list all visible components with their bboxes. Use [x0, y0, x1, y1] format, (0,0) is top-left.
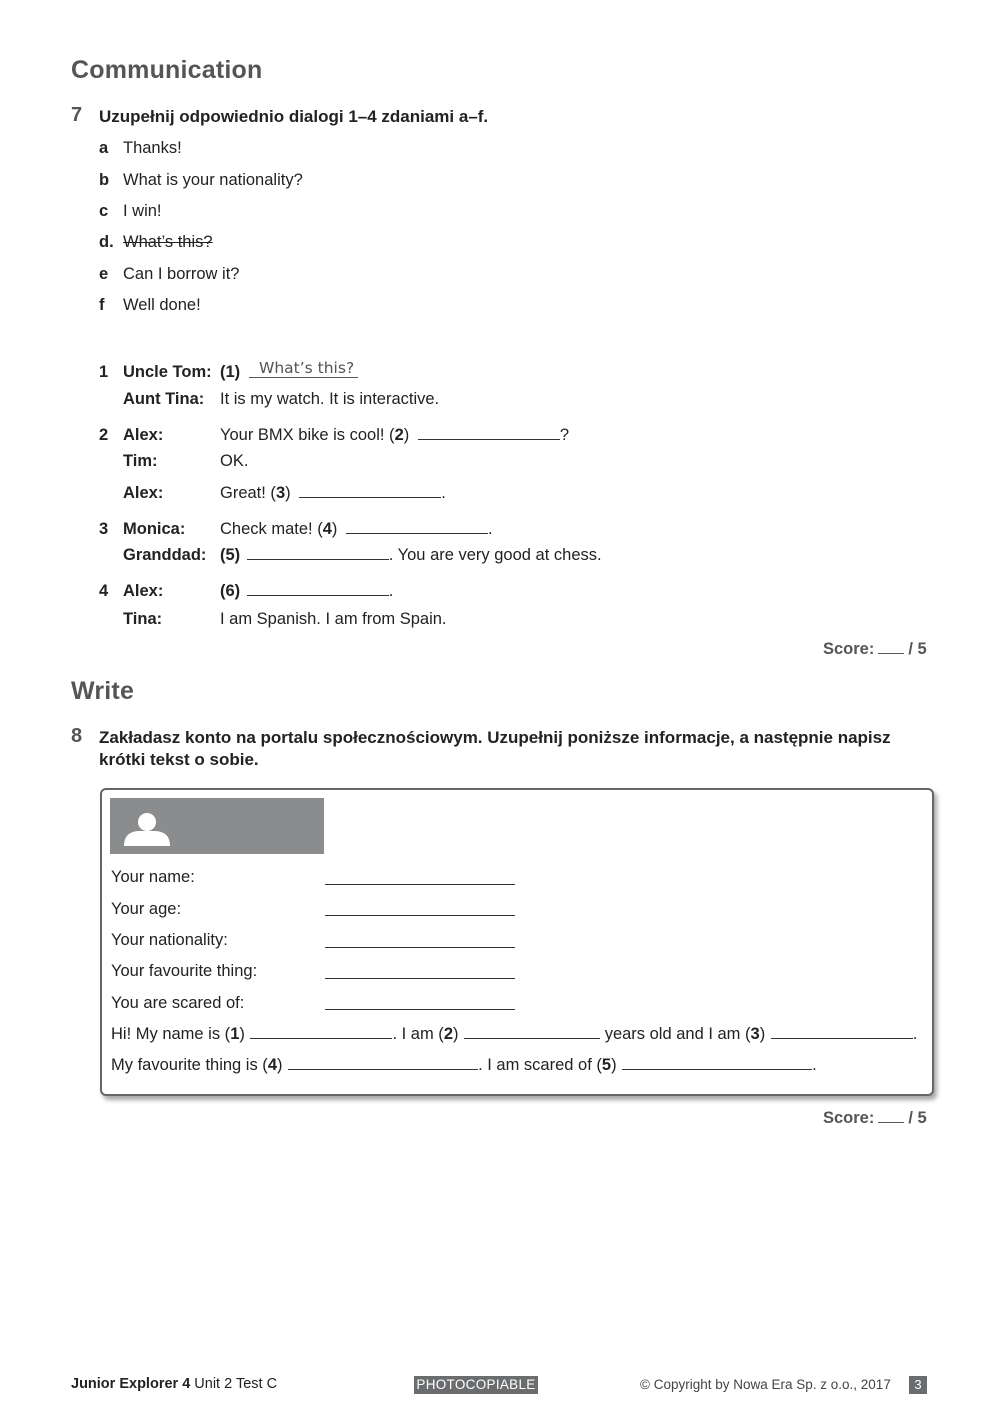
- option-text: Can I borrow it?: [123, 265, 240, 283]
- instruction-line: krótki tekst o sobie.: [99, 750, 259, 769]
- answer-blank[interactable]: [250, 1037, 392, 1039]
- score: [823, 640, 927, 659]
- option-letter: c: [99, 202, 109, 220]
- option-letter: b: [99, 171, 110, 189]
- answer-blank[interactable]: [299, 496, 441, 498]
- name-field[interactable]: [325, 883, 515, 885]
- dialogue-line: [220, 520, 493, 539]
- score-max: / 5: [908, 1109, 927, 1127]
- score-max: / 5: [908, 640, 927, 658]
- line-text: ?: [559, 426, 570, 444]
- dialogue-number: 3: [99, 520, 109, 538]
- dialogue-line: I am Spanish. I am from Spain.: [220, 610, 447, 628]
- answer-blank[interactable]: [418, 438, 560, 440]
- speaker: Monica:: [123, 520, 186, 538]
- option-letter: f: [99, 296, 105, 314]
- line-text: ): [611, 1056, 617, 1074]
- nationality-field[interactable]: [325, 946, 515, 948]
- gap-number: (1): [220, 363, 241, 381]
- gap-number: (6): [220, 582, 241, 600]
- gap-number: 4: [322, 520, 332, 538]
- exercise-number: 7: [71, 104, 83, 126]
- speaker: Tim:: [123, 452, 158, 470]
- option-text: Thanks!: [123, 139, 182, 157]
- list-item: [99, 139, 108, 158]
- field-label-name: Your name:: [111, 868, 195, 886]
- speaker: Alex:: [123, 426, 164, 444]
- section-title-communication: Communication: [71, 56, 263, 84]
- photocopiable-badge: PHOTOCOPIABLE: [414, 1376, 538, 1394]
- unit-label: Unit 2 Test C: [194, 1376, 278, 1392]
- option-text: What is your nationality?: [123, 171, 303, 189]
- line-text: . I am scared of (: [478, 1056, 602, 1074]
- field-label-favourite-thing: Your favourite thing:: [111, 962, 258, 980]
- exercise-instruction: Uzupełnij odpowiednio dialogi 1–4 zdaniami a–f.: [99, 107, 489, 126]
- line-text: Your BMX bike is cool! (: [220, 426, 395, 444]
- dialogue-number: 4: [99, 582, 109, 600]
- line-text: .: [912, 1025, 918, 1043]
- score-label: Score:: [823, 1109, 875, 1127]
- gap-number: 3: [750, 1025, 760, 1043]
- section-title-write: Write: [71, 677, 135, 705]
- line-text: . You are very good at chess.: [388, 546, 602, 564]
- answer-blank[interactable]: [247, 558, 389, 560]
- speaker: Granddad:: [123, 546, 207, 564]
- sentence-line: [111, 1056, 817, 1075]
- line-text: .: [812, 1056, 817, 1074]
- score-blank[interactable]: [878, 1121, 904, 1123]
- score-blank[interactable]: [878, 652, 904, 654]
- answer-blank[interactable]: [622, 1068, 812, 1070]
- answer-blank[interactable]: [346, 532, 488, 534]
- speaker: Alex:: [123, 582, 164, 600]
- score-label: Score:: [823, 640, 875, 658]
- footer-book-title: [71, 1376, 277, 1392]
- dialogue-number: 2: [99, 426, 109, 444]
- example-answer-gap[interactable]: [249, 359, 358, 378]
- dialogue-line: [220, 426, 569, 445]
- copyright: © Copyright by Nowa Era Sp. z o.o., 2017: [640, 1377, 891, 1392]
- option-letter: a: [99, 139, 109, 157]
- dialogue-line: [220, 582, 393, 601]
- score: [823, 1109, 927, 1128]
- line-text: ): [331, 520, 338, 538]
- dialogue-line: [220, 363, 240, 382]
- answer-blank[interactable]: [288, 1068, 478, 1070]
- gap-number: (5): [220, 546, 241, 564]
- speaker: Tina:: [123, 610, 163, 628]
- line-text: . I am (: [392, 1025, 444, 1043]
- line-text: .: [441, 484, 446, 502]
- field-label-scared: You are scared of:: [111, 994, 245, 1012]
- instruction-line: Zakładasz konto na portalu społecznościowym. Uzupełnij poniższe informacje, a następnie napisz: [99, 728, 891, 747]
- line-text: .: [388, 582, 394, 600]
- line-text: ): [403, 426, 410, 444]
- exercise-instruction: [99, 727, 891, 771]
- line-text: Check mate! (: [220, 520, 323, 538]
- field-label-age: Your age:: [111, 900, 182, 918]
- example-answer: What’s this?: [249, 359, 358, 378]
- option-text-used: What’s this?: [123, 233, 213, 251]
- gap-number: 1: [230, 1025, 240, 1043]
- speaker: Uncle Tom:: [123, 363, 212, 381]
- line-text: ): [759, 1025, 766, 1043]
- gap-number: 5: [601, 1056, 612, 1074]
- option-letter: e: [99, 265, 109, 283]
- line-text: Hi! My name is (: [111, 1025, 231, 1043]
- favourite-thing-field[interactable]: [325, 977, 515, 979]
- line-text: .: [487, 520, 493, 538]
- gap-number: 4: [267, 1056, 277, 1074]
- dialogue-number: 1: [99, 363, 109, 381]
- answer-blank[interactable]: [771, 1037, 913, 1039]
- sentence-line: [111, 1025, 917, 1044]
- line-text: ): [285, 484, 291, 502]
- option-letter: d.: [99, 233, 114, 251]
- user-silhouette-icon: [120, 806, 180, 850]
- option-text: Well done!: [123, 296, 201, 314]
- avatar-header: [110, 798, 324, 854]
- answer-blank[interactable]: [464, 1037, 600, 1039]
- exercise-number: 8: [71, 725, 83, 747]
- answer-blank[interactable]: [247, 594, 389, 596]
- speaker: Alex:: [123, 484, 164, 502]
- line-text: ): [453, 1025, 459, 1043]
- dialogue-line: It is my watch. It is interactive.: [220, 390, 440, 408]
- line-text: ): [239, 1025, 245, 1043]
- speaker: Aunt Tina:: [123, 390, 205, 408]
- dialogue-line: OK.: [220, 452, 249, 470]
- option-text: I win!: [123, 202, 162, 220]
- age-field[interactable]: [325, 914, 515, 916]
- line-text: ): [277, 1056, 283, 1074]
- line-text: Great! (: [220, 484, 276, 502]
- page-number: 3: [909, 1376, 927, 1394]
- gap-number: 2: [443, 1025, 453, 1043]
- line-text: years old and I am (: [604, 1025, 751, 1043]
- gap-number: 2: [394, 426, 404, 444]
- gap-number: 3: [275, 484, 286, 502]
- dialogue-line: [220, 484, 446, 503]
- scared-of-field[interactable]: [325, 1008, 515, 1010]
- book-title: Junior Explorer 4: [71, 1376, 191, 1392]
- line-text: My favourite thing is (: [111, 1056, 268, 1074]
- dialogue-line: [220, 546, 602, 565]
- field-label-nationality: Your nationality:: [111, 931, 228, 949]
